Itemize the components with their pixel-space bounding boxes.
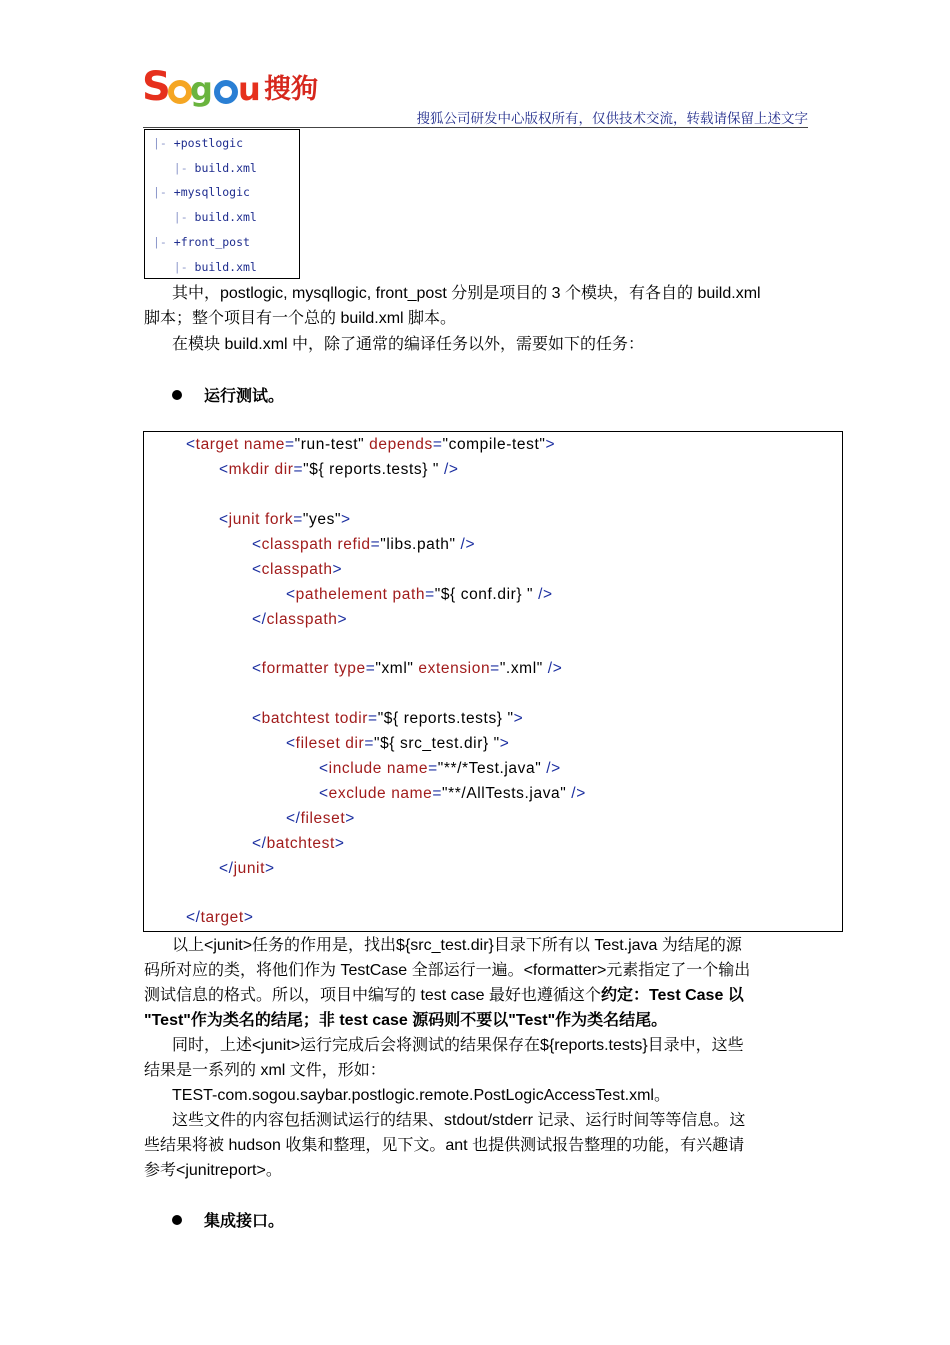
code-line: <batchtest todir="${ reports.tests} "> <box>252 710 524 727</box>
code-line: </batchtest> <box>252 835 345 852</box>
code-line: <classpath refid="libs.path" /> <box>252 536 476 553</box>
body-line: 参考<junitreport>。 <box>144 1162 282 1179</box>
body-line: 些结果将被 hudson 收集和整理，见下文。ant 也提供测试报告整理的功能，有兴趣请 <box>144 1137 745 1154</box>
tree-item: |- build.xml <box>153 161 257 175</box>
module-tree-box <box>144 129 300 279</box>
code-line: <fileset dir="${ src_test.dir} "> <box>286 735 510 752</box>
body-line: 码所对应的类，将他们作为 TestCase 全部运行一遍。<formatter>元素指定了一个输出 <box>144 962 751 979</box>
tree-item: |- build.xml <box>153 260 257 274</box>
body-line: 结果是一系列的 xml 文件，形如： <box>144 1062 386 1079</box>
code-box <box>143 431 843 932</box>
intro-line-3: 在模块 build.xml 中，除了通常的编译任务以外，需要如下的任务： <box>172 336 645 353</box>
body-line: 这些文件的内容包括测试运行的结果、stdout/stderr 记录、运行时间等等信息。这 <box>172 1112 746 1129</box>
svg-text:g: g <box>190 70 213 108</box>
bullet-integration: 集成接口。 <box>172 1208 284 1231</box>
copyright-notice: 搜狐公司研发中心版权所有，仅供技术交流，转载请保留上述文字 <box>416 111 808 127</box>
intro-line-2: 脚本；整个项目有一个总的 build.xml 脚本。 <box>144 310 457 327</box>
body-line: 测试信息的格式。所以，项目中编写的 test case 最好也遵循这个约定：Test Case 以 <box>144 987 744 1004</box>
svg-text:u: u <box>238 70 261 108</box>
code-line: </junit> <box>219 860 275 877</box>
body-line: 同时，上述<junit>运行完成后会将测试的结果保存在${reports.tests}目录中，这些 <box>172 1037 744 1054</box>
bullet-dot <box>172 390 182 400</box>
code-line: <formatter type="xml" extension=".xml" /> <box>252 660 563 677</box>
code-line: </classpath> <box>252 611 348 628</box>
body-line-bold: "Test"作为类名的结尾；非 test case 源码则不要以"Test"作为类名结尾。 <box>144 1012 668 1029</box>
tree-item: |- +mysqllogic <box>153 185 250 199</box>
code-line: <mkdir dir="${ reports.tests} " /> <box>219 461 459 478</box>
code-line: <target name="run-test" depends="compile-test"> <box>186 436 556 453</box>
sogou-logo <box>142 62 332 112</box>
code-line: </fileset> <box>286 810 355 827</box>
bullet-dot <box>172 1215 182 1225</box>
result-filename: TEST-com.sogou.saybar.postlogic.remote.PostLogicAccessTest.xml。 <box>172 1087 670 1104</box>
svg-text:搜狗: 搜狗 <box>264 74 318 105</box>
body-line: 以上<junit>任务的作用是，找出${src_test.dir}目录下所有以 Test.java 为结尾的源 <box>172 937 742 954</box>
tree-item: |- +front_post <box>153 235 250 249</box>
convention-emphasis: 约定：Test Case 以 <box>600 987 744 1004</box>
code-line: <classpath> <box>252 561 343 578</box>
code-line: </target> <box>186 909 254 926</box>
code-line: <include name="**/*Test.java" /> <box>319 760 561 777</box>
svg-text:S: S <box>142 64 171 110</box>
code-line: <exclude name="**/AllTests.java" /> <box>319 785 586 802</box>
bullet-run-test: 运行测试。 <box>172 383 284 406</box>
code-line: <pathelement path="${ conf.dir} " /> <box>286 586 553 603</box>
header-divider <box>143 127 808 128</box>
code-line: <junit fork="yes"> <box>219 511 351 528</box>
tree-item: |- +postlogic <box>153 136 244 150</box>
tree-item: |- build.xml <box>153 210 257 224</box>
intro-line-1: 其中，postlogic, mysqllogic, front_post 分别是项目的 3 个模块，有各自的 build.xml <box>172 285 761 302</box>
